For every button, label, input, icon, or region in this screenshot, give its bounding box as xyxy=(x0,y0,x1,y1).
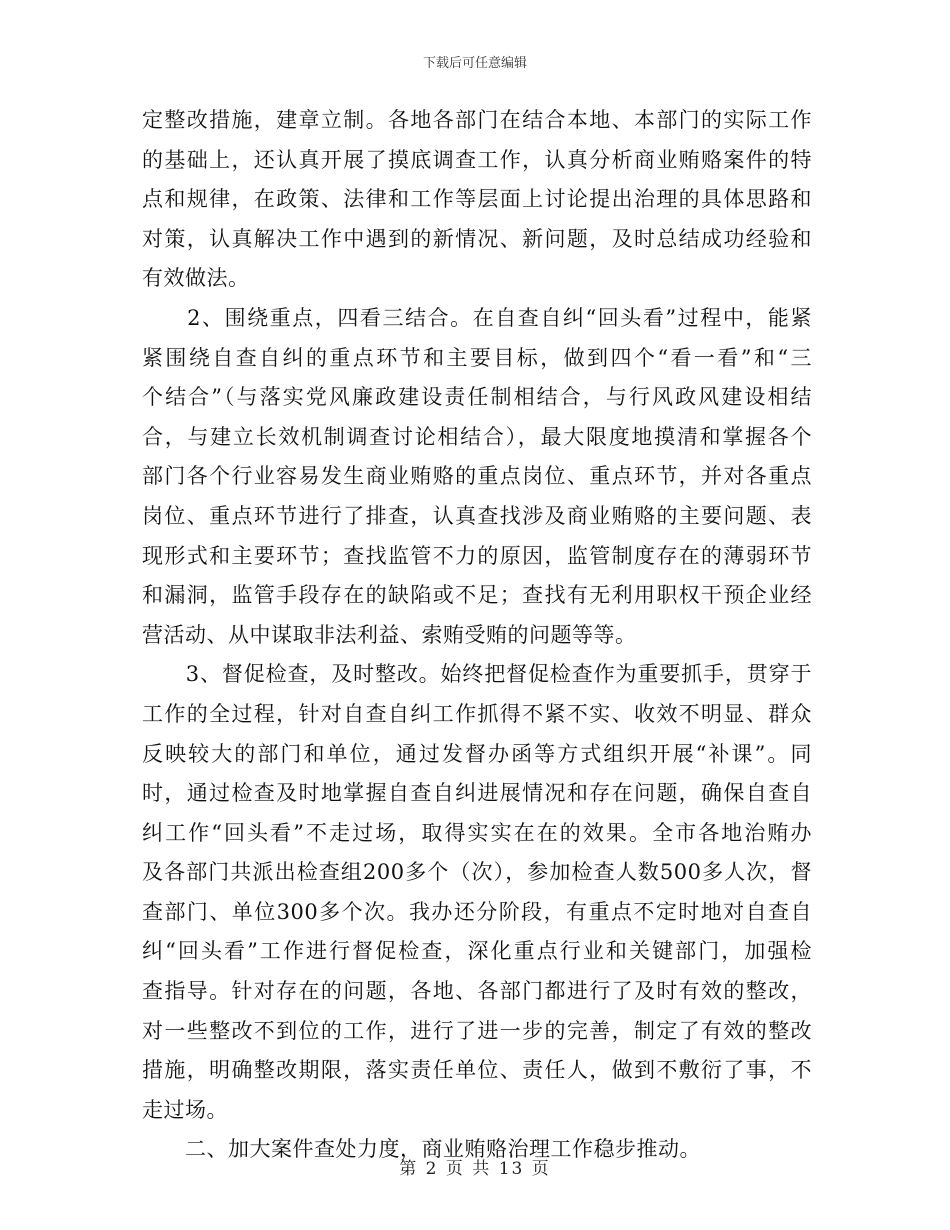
text-line: 时，通过检查及时地掌握自查自纠进展情况和存在问题，确保自查自 xyxy=(142,781,812,806)
text-line: 纠“回头看”工作进行督促检查，深化重点行业和关键部门，加强检 xyxy=(142,939,812,964)
text-line: 和漏洞，监管手段存在的缺陷或不足；查找有无利用职权干预企业经 xyxy=(142,583,812,608)
text-line: 点和规律，在政策、法律和工作等层面上讨论提出治理的具体思路和 xyxy=(142,187,812,212)
text-line: 查部门、单位300多个次。我办还分阶段，有重点不定时地对自查自 xyxy=(142,899,812,924)
text-line: 纠工作“回头看”不走过场，取得实实在在的效果。全市各地治贿办 xyxy=(142,820,812,845)
text-line: 对一些整改不到位的工作，进行了进一步的完善，制定了有效的整改 xyxy=(142,1018,812,1043)
text-line: 工作的全过程，针对自查自纠工作抓得不紧不实、收效不明显、群众 xyxy=(142,701,812,726)
text-line: 定整改措施，建章立制。各地各部门在结合本地、本部门的实际工作 xyxy=(142,108,812,132)
text-line: 2、围绕重点，四看三结合。在自查自纠“回头看”过程中，能紧 xyxy=(142,305,812,330)
text-line: 合，与建立长效机制调查讨论相结合），最大限度地摸清和掌握各个 xyxy=(142,424,812,449)
document-body xyxy=(142,101,812,1170)
text-line: 紧围绕自查自纠的重点环节和主要目标，做到四个“看一看”和“三 xyxy=(142,345,812,370)
text-line: 3、督促检查，及时整改。始终把督促检查作为重要抓手，贯穿于 xyxy=(142,662,812,687)
text-line: 对策，认真解决工作中遇到的新情况、新问题，及时总结成功经验和 xyxy=(142,226,812,251)
text-line: 措施，明确整改期限，落实责任单位、责任人，做到不敷衍了事，不 xyxy=(142,1058,812,1083)
text-line: 及各部门共派出检查组200多个（次），参加检查人数500多人次，督 xyxy=(142,860,812,885)
text-line: 查指导。针对存在的问题，各地、各部门都进行了及时有效的整改， xyxy=(142,979,812,1004)
text-line: 岗位、重点环节进行了排查，认真查找涉及商业贿赂的主要问题、表 xyxy=(142,503,812,528)
header-note: 下载后可任意编辑 xyxy=(422,56,527,71)
text-line: 的基础上，还认真开展了摸底调查工作，认真分析商业贿赂案件的特 xyxy=(142,147,812,172)
page-footer: 第 2 页 共 13 页 xyxy=(399,1159,551,1179)
text-line: 二、加大案件查处力度，商业贿赂治理工作稳步推动。 xyxy=(142,1137,701,1162)
text-line: 营活动、从中谋取非法利益、索贿受贿的问题等等。 xyxy=(142,622,637,647)
text-line: 反映较大的部门和单位，通过发督办函等方式组织开展“补课”。同 xyxy=(142,741,812,766)
text-line: 现形式和主要环节；查找监管不力的原因，监管制度存在的薄弱环节 xyxy=(142,543,812,568)
text-line: 个结合”（与落实党风廉政建设责任制相结合，与行风政风建设相结 xyxy=(142,385,812,410)
text-line: 部门各个行业容易发生商业贿赂的重点岗位、重点环节，并对各重点 xyxy=(142,464,812,489)
text-line: 有效做法。 xyxy=(142,266,250,291)
text-line: 走过场。 xyxy=(142,1097,228,1122)
